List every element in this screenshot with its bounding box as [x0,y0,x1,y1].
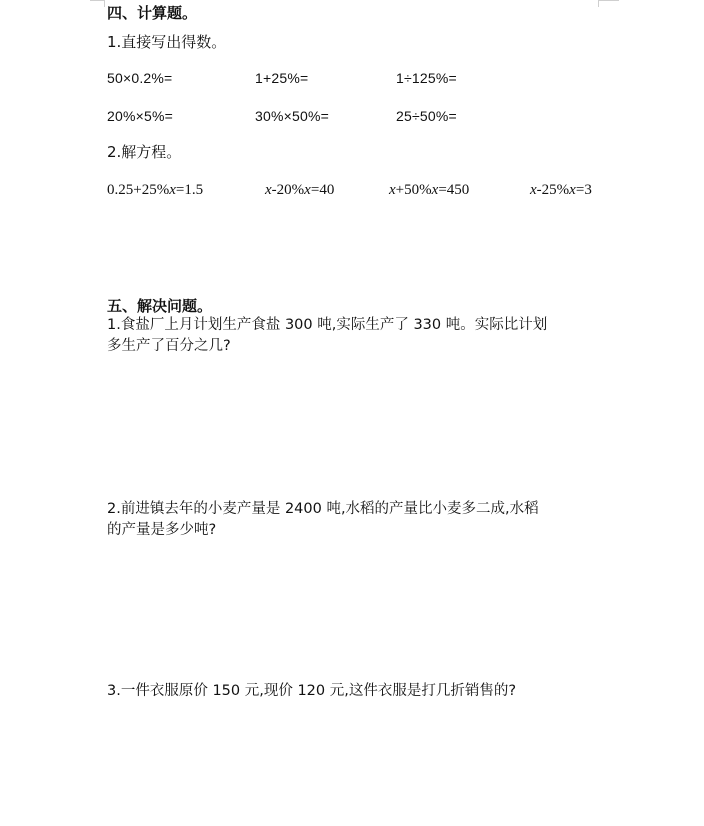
crop-mark-left [90,0,105,7]
equation: x+50%x=450 [389,182,470,198]
crop-mark-right [598,0,619,7]
problem-text-line: 2.前进镇去年的小麦产量是 2400 吨,水稻的产量比小麦多二成,水稻 [107,501,539,517]
calc-item: 50×0.2%= [107,70,173,86]
problem-text-line: 3.一件衣服原价 150 元,现价 120 元,这件衣服是打几折销售的? [107,683,517,699]
problem-text-line: 的产量是多少吨? [107,522,217,538]
calc-item: 20%×5%= [107,108,174,124]
equation: x-25%x=3 [530,182,592,198]
problem-text-line: 多生产了百分之几? [107,338,231,354]
word-problem-1 [107,315,607,357]
section5-title: 五、解决问题。 [107,297,213,315]
part2-label: 2.解方程。 [107,143,182,161]
equation: 0.25+25%x=1.5 [107,182,204,198]
calc-item: 30%×50%= [255,108,329,124]
word-problem-2 [107,499,607,541]
word-problem-3 [107,681,607,702]
calc-item: 1÷125%= [396,70,457,86]
problem-text-line: 1.食盐厂上月计划生产食盐 300 吨,实际生产了 330 吨。实际比计划 [107,317,548,333]
calc-item: 1+25%= [255,70,309,86]
section4-title: 四、计算题。 [107,4,198,22]
part1-label: 1.直接写出得数。 [107,33,227,51]
calc-item: 25÷50%= [396,108,457,124]
equation: x-20%x=40 [265,182,335,198]
